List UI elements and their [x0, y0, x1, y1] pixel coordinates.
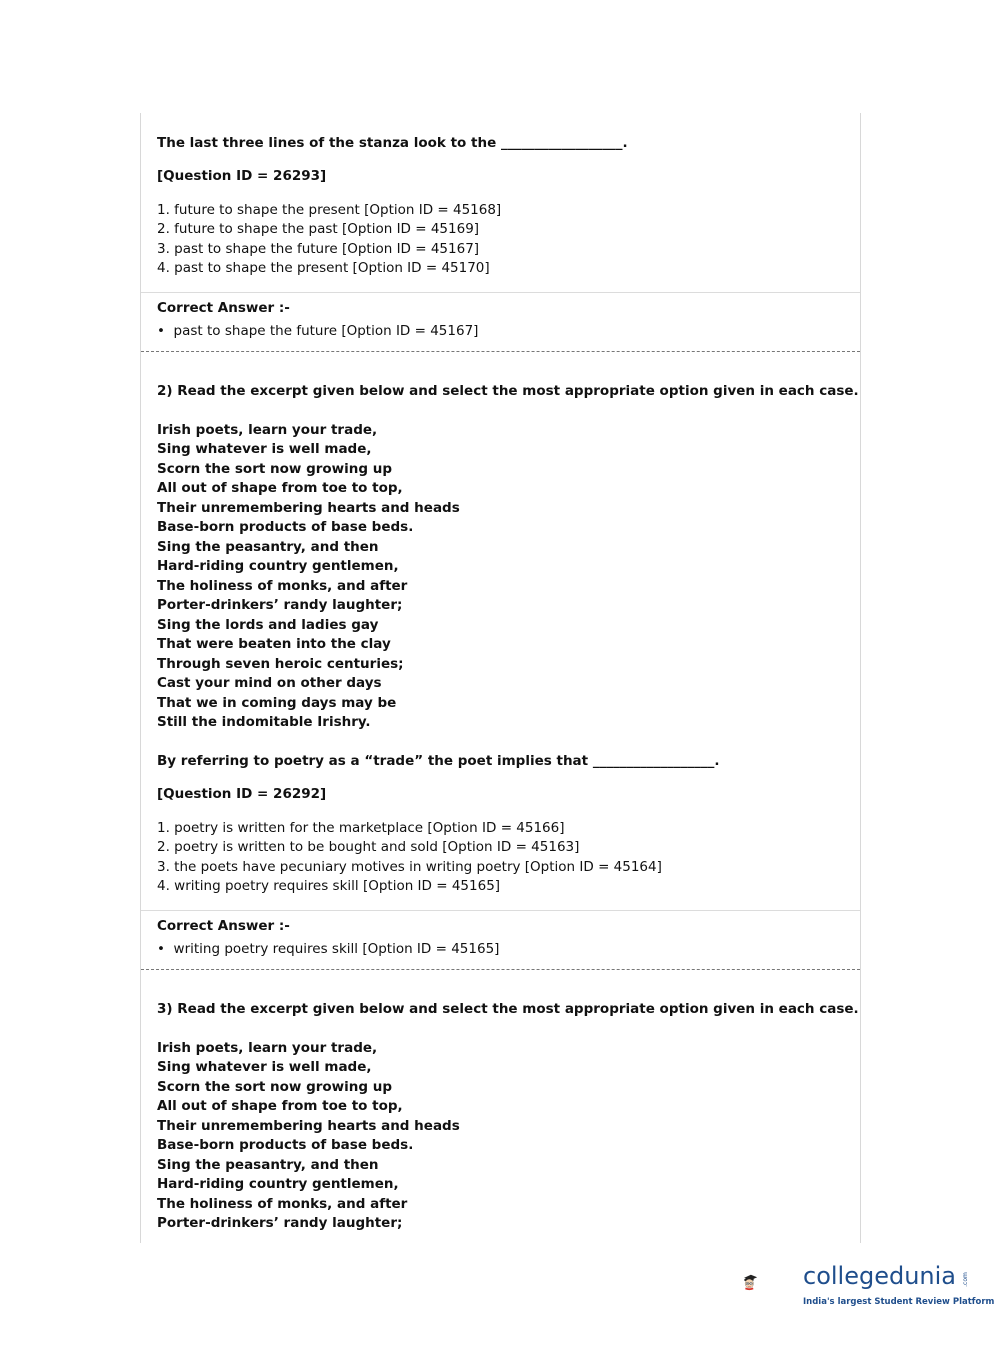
q2-option-2: 2. poetry is written to be bought and sold [Option ID = 45163] — [157, 839, 580, 855]
q2-poem-line: All out of shape from toe to top, — [157, 480, 403, 496]
q2-option-1: 1. poetry is written for the marketplace [Option ID = 45166] — [157, 820, 565, 836]
q2-poem-line: Hard-riding country gentlemen, — [157, 558, 399, 574]
q2-poem-line: Scorn the sort now growing up — [157, 461, 393, 477]
q3-poem-line: Base-born products of base beds. — [157, 1137, 414, 1153]
q3-poem-line: Irish poets, learn your trade, — [157, 1040, 378, 1056]
q2-end-separator — [141, 969, 860, 970]
q1-option-3: 3. past to shape the future [Option ID = 45167] — [157, 241, 480, 257]
q3-poem-line: Hard-riding country gentlemen, — [157, 1176, 399, 1192]
q3-poem-line: Their unremembering hearts and heads — [157, 1118, 460, 1134]
q2-question-id: [Question ID = 26292] — [157, 786, 327, 802]
q1-correct-label: Correct Answer :- — [157, 300, 290, 316]
collegedunia-mascot-icon — [742, 1248, 802, 1316]
q3-poem-line: Sing the peasantry, and then — [157, 1157, 379, 1173]
q2-poem-line: Irish poets, learn your trade, — [157, 422, 378, 438]
q1-correct-answer-text: past to shape the future [Option ID = 45167] — [173, 323, 479, 339]
q2-poem-line: The holiness of monks, and after — [157, 578, 408, 594]
q1-option-4: 4. past to shape the present [Option ID = 45170] — [157, 260, 490, 276]
q2-divider — [141, 910, 860, 911]
q1-divider — [141, 292, 860, 293]
q3-heading: 3) Read the excerpt given below and select the most appropriate option given in each case. — [157, 1001, 859, 1017]
q2-poem-line: Sing whatever is well made, — [157, 441, 372, 457]
q2-correct-answer: • writing poetry requires skill [Option ID = 45165] — [157, 941, 500, 957]
q3-poem-line: Scorn the sort now growing up — [157, 1079, 393, 1095]
q1-correct-answer: • past to shape the future [Option ID = 45167] — [157, 323, 479, 339]
q2-poem-line: Still the indomitable Irishry. — [157, 714, 371, 730]
q3-poem-line: All out of shape from toe to top, — [157, 1098, 403, 1114]
q2-poem-line: Base-born products of base beds. — [157, 519, 414, 535]
q2-option-4: 4. writing poetry requires skill [Option ID = 45165] — [157, 878, 501, 894]
q2-poem-line: That we in coming days may be — [157, 695, 397, 711]
logo-tagline: India's largest Student Review Platform — [803, 1297, 995, 1307]
q3-poem-line: The holiness of monks, and after — [157, 1196, 408, 1212]
q2-option-3: 3. the poets have pecuniary motives in writing poetry [Option ID = 45164] — [157, 859, 662, 875]
q2-poem-line: Sing the peasantry, and then — [157, 539, 379, 555]
q2-poem-line: Porter-drinkers’ randy laughter; — [157, 597, 403, 613]
q1-stem: The last three lines of the stanza look to the __________________. — [157, 135, 628, 151]
q2-poem-line: That were beaten into the clay — [157, 636, 391, 652]
q3-poem-line: Sing whatever is well made, — [157, 1059, 372, 1075]
q2-poem-line: Their unremembering hearts and heads — [157, 500, 460, 516]
q3-poem-line: Porter-drinkers’ randy laughter; — [157, 1215, 403, 1231]
q2-poem-line: Sing the lords and ladies gay — [157, 617, 379, 633]
q2-correct-label: Correct Answer :- — [157, 918, 290, 934]
logo-com: .com — [961, 1272, 969, 1287]
q1-end-separator — [141, 351, 860, 352]
q1-option-2: 2. future to shape the past [Option ID = 45169] — [157, 221, 480, 237]
q2-poem-line: Through seven heroic centuries; — [157, 656, 404, 672]
q2-poem-line: Cast your mind on other days — [157, 675, 382, 691]
q1-question-id: [Question ID = 26293] — [157, 168, 327, 184]
logo-wordmark: collegedunia — [803, 1262, 957, 1290]
q2-correct-answer-text: writing poetry requires skill [Option ID = 45165] — [173, 941, 500, 957]
q2-heading: 2) Read the excerpt given below and select the most appropriate option given in each case. — [157, 383, 859, 399]
q2-stem: By referring to poetry as a “trade” the poet implies that __________________. — [157, 753, 720, 769]
q1-option-1: 1. future to shape the present [Option ID = 45168] — [157, 202, 502, 218]
